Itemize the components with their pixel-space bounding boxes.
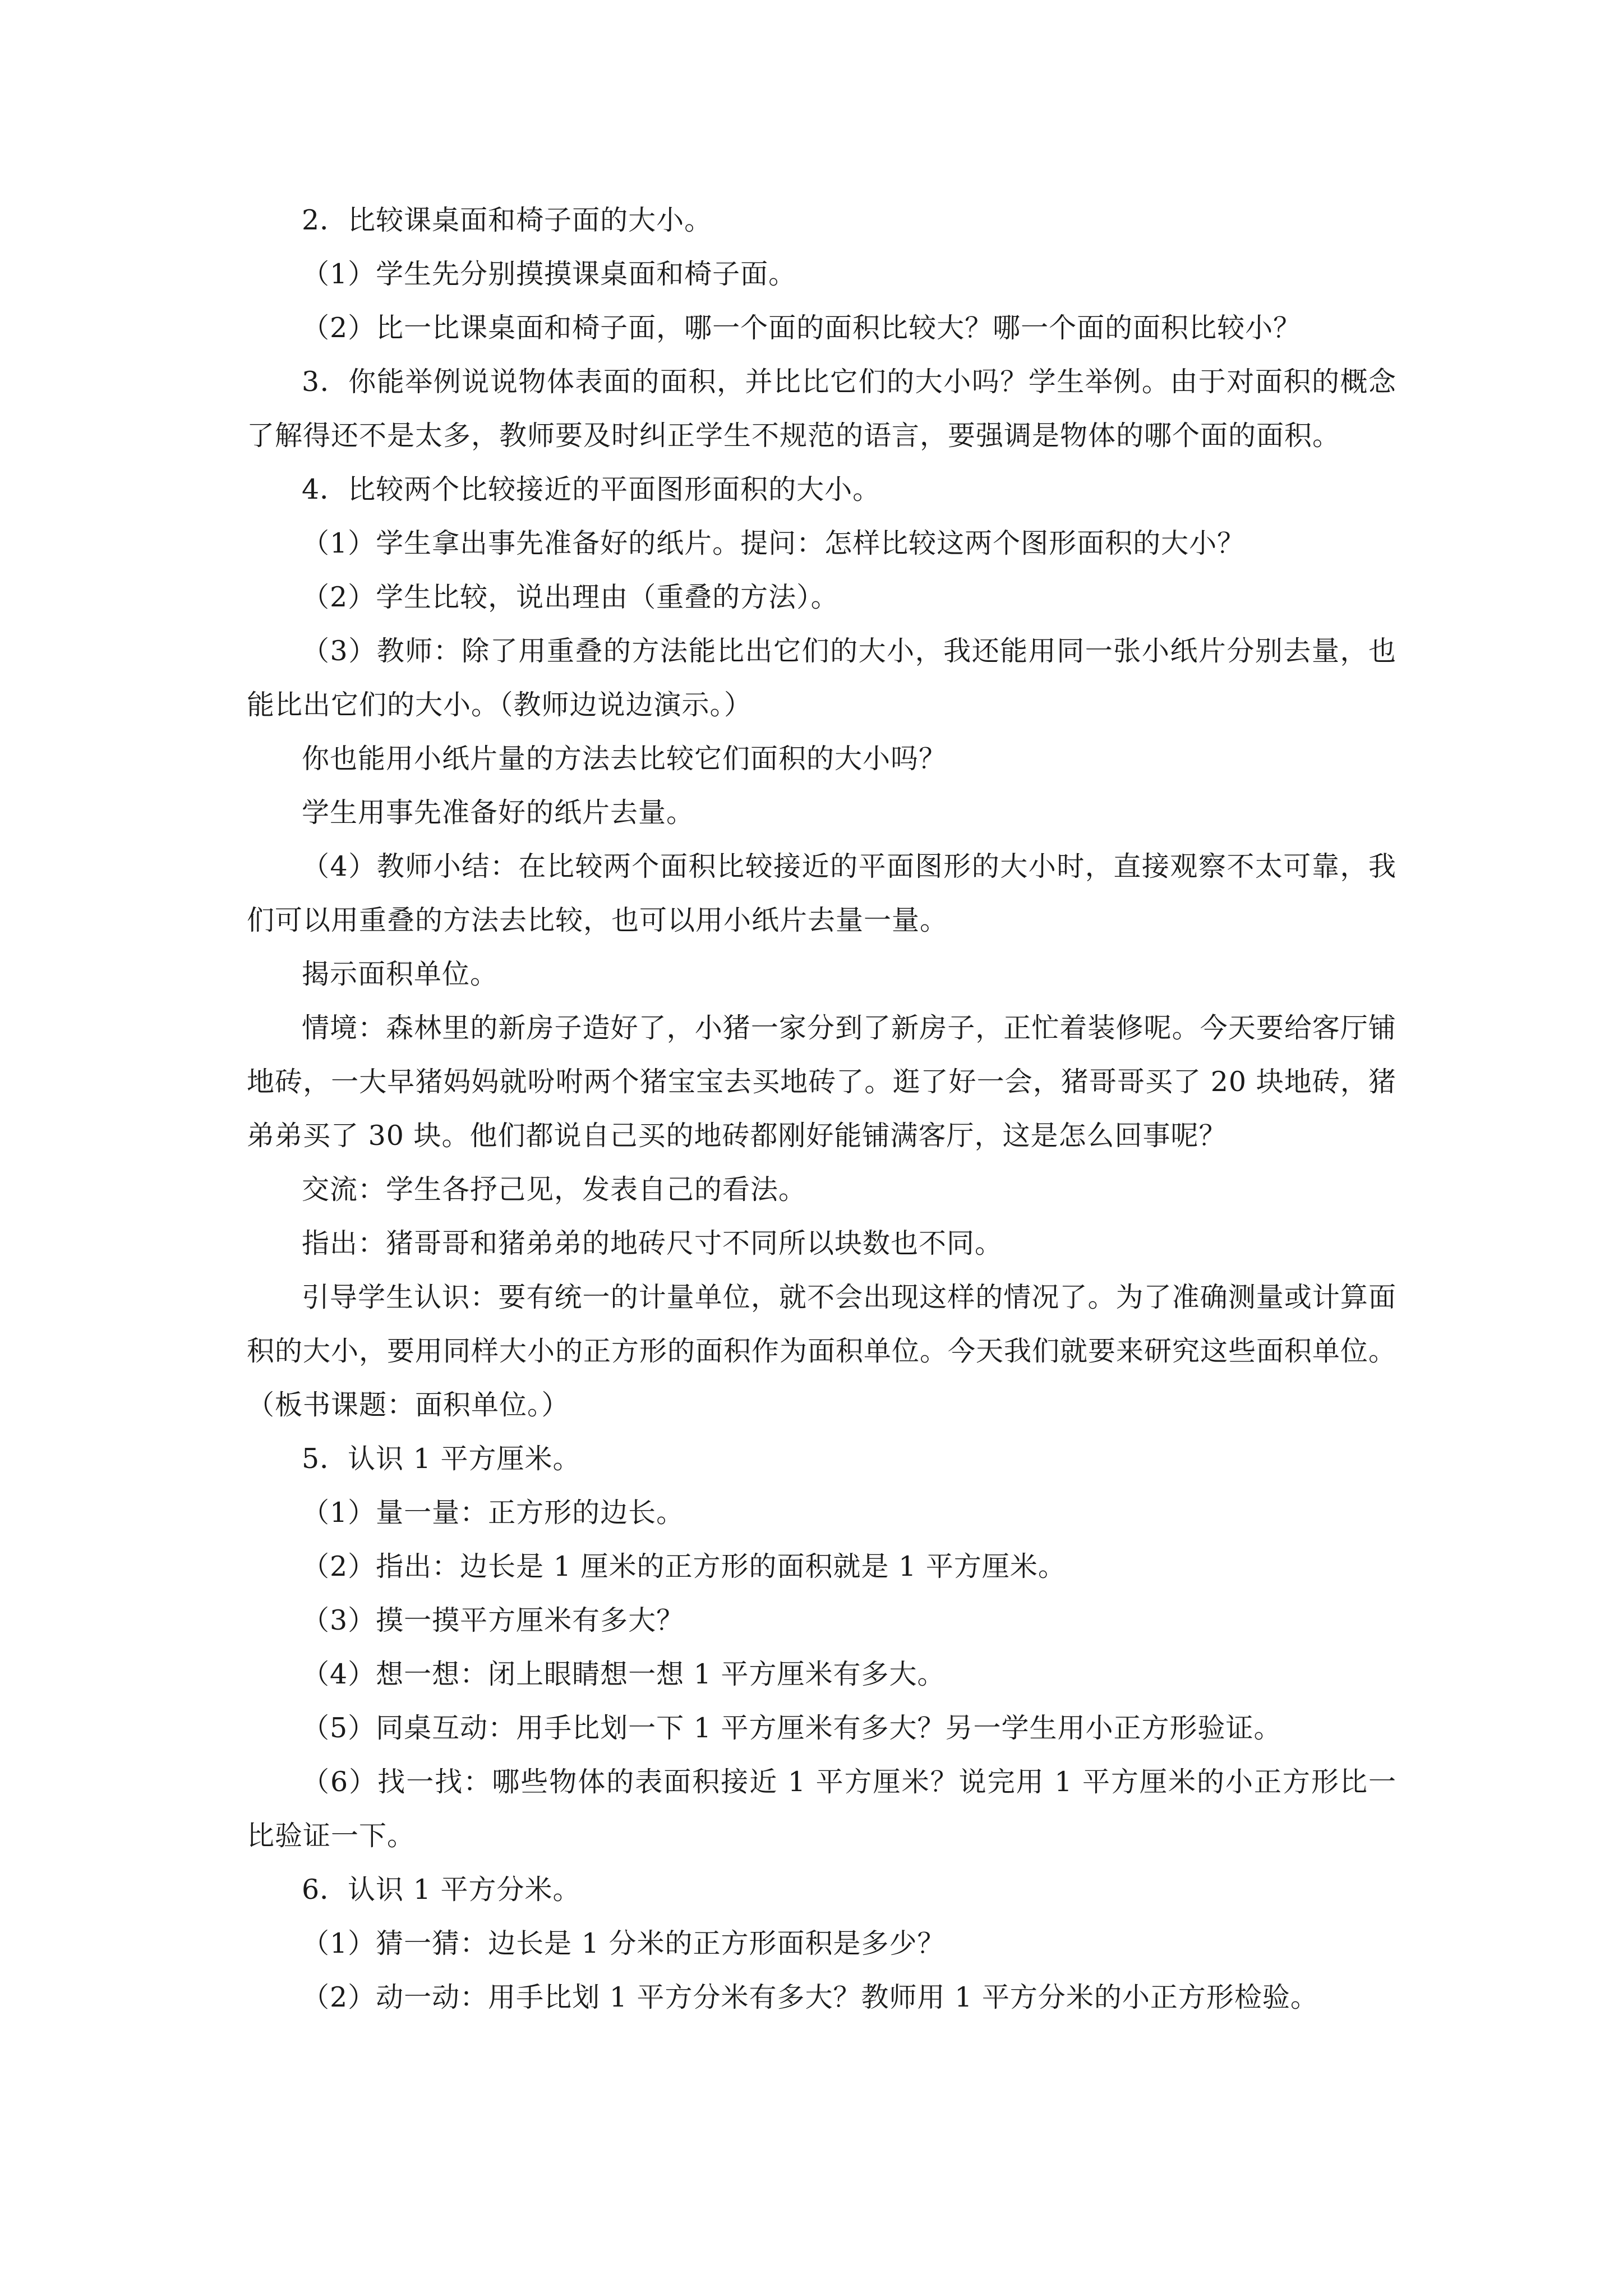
paragraph-student-measure: 学生用事先准备好的纸片去量。 bbox=[302, 797, 695, 829]
paragraph-question: 你也能用小纸片量的方法去比较它们面积的大小吗？ bbox=[302, 743, 947, 775]
paragraph-step-6: 6．认识 1 平方分米。 bbox=[302, 1874, 581, 1906]
paragraph-step-4-1: （1）学生拿出事先准备好的纸片。提问：怎样比较这两个图形面积的大小？ bbox=[302, 527, 1246, 559]
paragraph-step-4-2: （2）学生比较，说出理由（重叠的方法）。 bbox=[302, 581, 839, 613]
paragraph-step-4-3: （3）教师：除了用重叠的方法能比出它们的大小，我还能用同一张小纸片分别去量，也能比出它们的大小。（教师边说边演示。） bbox=[247, 635, 1396, 721]
paragraph-step-4: 4．比较两个比较接近的平面图形面积的大小。 bbox=[302, 473, 881, 505]
paragraph-step-5-3: （3）摸一摸平方厘米有多大？ bbox=[302, 1604, 685, 1636]
paragraph-exchange: 交流：学生各抒己见，发表自己的看法。 bbox=[302, 1174, 807, 1205]
paragraph-step-5-6: （6）找一找：哪些物体的表面积接近 1 平方厘米？说完用 1 平方厘米的小正方形比一比验证一下。 bbox=[247, 1766, 1396, 1852]
paragraph-point-out: 指出：猪哥哥和猪弟弟的地砖尺寸不同所以块数也不同。 bbox=[302, 1227, 1003, 1259]
paragraph-step-6-1: （1）猜一猜：边长是 1 分米的正方形面积是多少？ bbox=[302, 1927, 946, 1959]
paragraph-scenario: 情境：森林里的新房子造好了，小猪一家分到了新房子，正忙着装修呢。今天要给客厅铺地砖，一大早猪妈妈就吩咐两个猪宝宝去买地砖了。逛了好一会，猪哥哥买了 20 块地砖，猪弟弟买了 30 块。他们都说自己买的地砖都刚好能铺满客厅，这是怎么回事呢？ bbox=[247, 1012, 1396, 1152]
paragraph-step-5: 5．认识 1 平方厘米。 bbox=[302, 1443, 581, 1475]
paragraph-guide: 引导学生认识：要有统一的计量单位，就不会出现这样的情况了。为了准确测量或计算面积的大小，要用同样大小的正方形的面积作为面积单位。今天我们就要来研究这些面积单位。（板书课题：面积单位。） bbox=[247, 1281, 1397, 1421]
paragraph-step-5-4: （4）想一想：闭上眼睛想一想 1 平方厘米有多大。 bbox=[302, 1658, 946, 1690]
paragraph-step-5-1: （1）量一量：正方形的边长。 bbox=[302, 1497, 685, 1529]
paragraph-step-2: 2．比较课桌面和椅子面的大小。 bbox=[302, 204, 713, 236]
paragraph-reveal-units: 揭示面积单位。 bbox=[302, 958, 499, 990]
paragraph-step-4-4: （4）教师小结：在比较两个面积比较接近的平面图形的大小时，直接观察不太可靠，我们可以用重叠的方法去比较，也可以用小纸片去量一量。 bbox=[247, 850, 1396, 936]
paragraph-step-3: 3．你能举例说说物体表面的面积，并比比它们的大小吗？学生举例。由于对面积的概念了解得还不是太多，教师要及时纠正学生不规范的语言，要强调是物体的哪个面的面积。 bbox=[247, 366, 1396, 452]
document-body bbox=[247, 194, 1396, 2024]
paragraph-step-6-2: （2）动一动：用手比划 1 平方分米有多大？教师用 1 平方分米的小正方形检验。 bbox=[302, 1981, 1318, 2013]
paragraph-step-2-1: （1）学生先分别摸摸课桌面和椅子面。 bbox=[302, 258, 797, 290]
paragraph-step-5-2: （2）指出：边长是 1 厘米的正方形的面积就是 1 平方厘米。 bbox=[302, 1550, 1066, 1582]
paragraph-step-5-5: （5）同桌互动：用手比划一下 1 平方厘米有多大？另一学生用小正方形验证。 bbox=[302, 1712, 1282, 1744]
paragraph-step-2-2: （2）比一比课桌面和椅子面，哪一个面的面积比较大？哪一个面的面积比较小？ bbox=[302, 312, 1302, 344]
